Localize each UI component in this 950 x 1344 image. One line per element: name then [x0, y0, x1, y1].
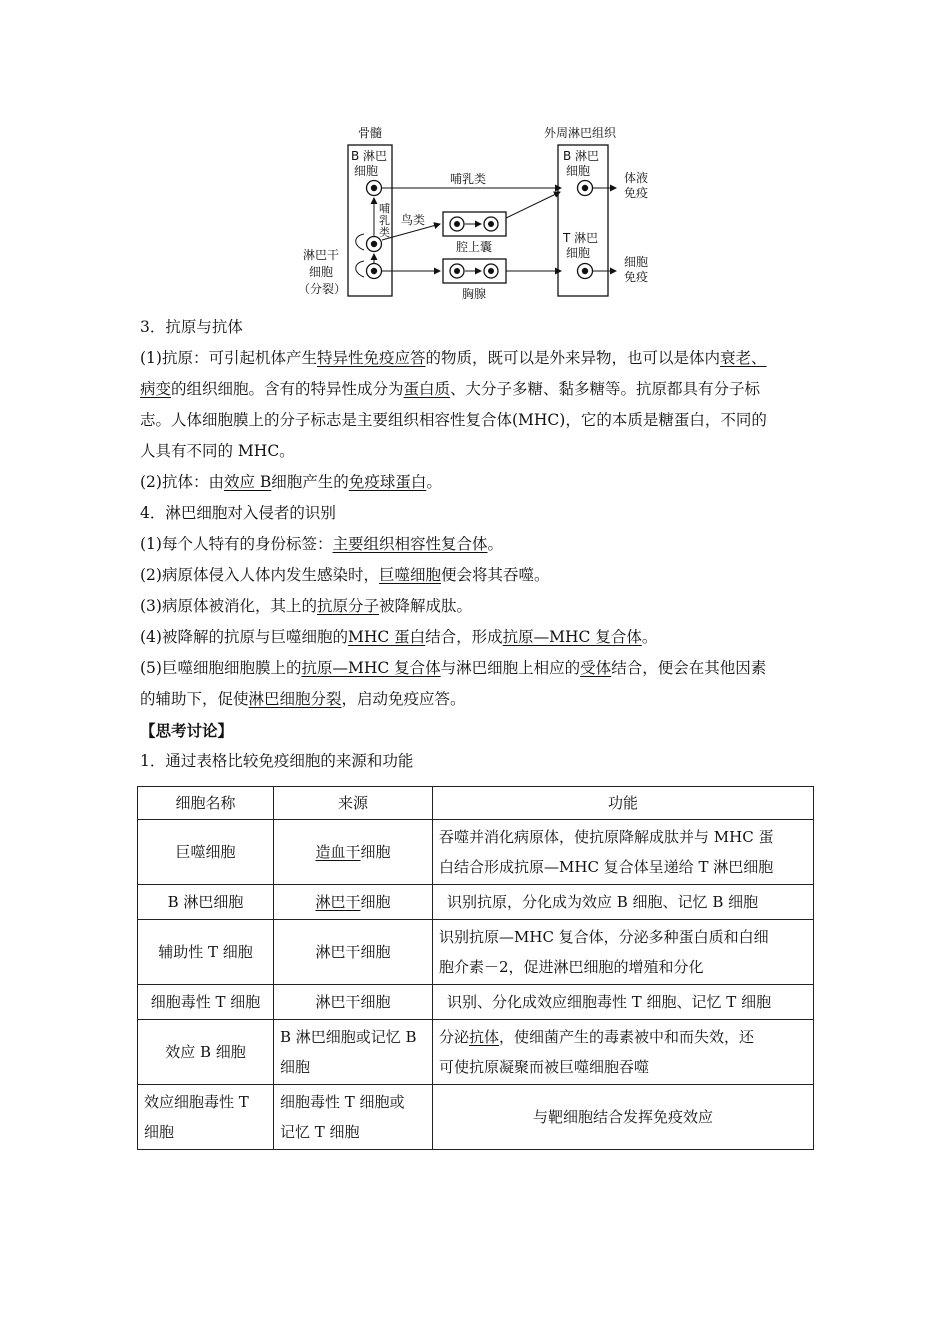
- stem-cell-label-1: 淋巴干: [303, 248, 340, 262]
- recognition-item-1: (1)每个人特有的身份标签：主要组织相容性复合体。: [140, 535, 503, 553]
- periph-t-label-bottom: 细胞: [566, 246, 591, 260]
- antigen-line-4: 人具有不同的 MHC。: [140, 442, 295, 460]
- recognition-item-3: (3)病原体被消化，其上的抗原分子被降解成肽。: [140, 597, 472, 615]
- mammal-vertical-2: 乳: [379, 214, 390, 227]
- section3-title: 3．抗原与抗体: [140, 318, 243, 336]
- b-cell-label-top: B 淋巴: [351, 149, 388, 163]
- cell-bursa-1: [450, 217, 464, 231]
- cell-function: 与靶细胞结合发挥免疫效应: [433, 1085, 814, 1150]
- periph-b-label-top: B 淋巴: [563, 149, 600, 163]
- cell-stem-lower: [367, 264, 382, 279]
- stem-cell-label-3: （分裂）: [298, 282, 347, 296]
- antigen-line-1: (1)抗原：可引起机体产生特异性免疫应答的物质，既可以是外来异物，也可以是体内衰老、: [140, 349, 767, 367]
- table-row: [138, 920, 814, 985]
- recognition-item-4: (4)被降解的抗原与巨噬细胞的MHC 蛋白结合，形成抗原—MHC 复合体。: [140, 628, 658, 646]
- table-header-row: [138, 787, 814, 820]
- header-cell-function: 功能: [433, 787, 814, 820]
- cell-function: 识别抗原，分化成为效应 B 细胞、记忆 B 细胞: [433, 885, 814, 920]
- antigen-line-3: 志。人体细胞膜上的分子标志是主要组织相容性复合体(MHC)，它的本质是糖蛋白，不同的: [140, 411, 767, 429]
- header-cell-name: 细胞名称: [138, 787, 274, 820]
- thymus-label: 胸腺: [462, 287, 487, 301]
- cell-periph-t: [578, 264, 593, 279]
- discussion-heading: 【思考讨论】: [140, 721, 234, 740]
- cell-thymus-1: [450, 264, 464, 278]
- immune-cell-table: [137, 786, 814, 1150]
- cell-source: 淋巴干细胞: [274, 920, 433, 985]
- bone-marrow-label: 骨髓: [358, 126, 383, 140]
- discussion-question-1: 1．通过表格比较免疫细胞的来源和功能: [140, 752, 414, 770]
- cell-source: 细胞毒性 T 细胞或 记忆 T 细胞: [274, 1085, 433, 1150]
- cell-periph-b: [578, 181, 593, 196]
- cell-name: 辅助性 T 细胞: [138, 920, 274, 985]
- cell-source: 造血干细胞: [274, 820, 433, 885]
- cell-thymus-2: [484, 264, 498, 278]
- antigen-line-2: 病变的组织细胞。含有的特异性成分为蛋白质、大分子多糖、黏多糖等。抗原都具有分子标: [140, 380, 761, 398]
- cell-source: 淋巴干细胞: [274, 885, 433, 920]
- mammal-path-label: 哺乳类: [450, 172, 487, 186]
- recognition-item-2: (2)病原体侵入人体内发生感染时，巨噬细胞便会将其吞噬。: [140, 566, 550, 584]
- table-row: [138, 820, 814, 885]
- lymphocyte-origin-diagram: [298, 120, 668, 305]
- cell-source: 淋巴干细胞: [274, 985, 433, 1020]
- humoral-label-1: 体液: [624, 171, 649, 185]
- cell-b-marrow: [367, 181, 382, 196]
- header-cell-source: 来源: [274, 787, 433, 820]
- cell-function: 吞噬并消化病原体，使抗原降解成肽并与 MHC 蛋 白结合形成抗原—MHC 复合体呈递给 T 淋巴细胞: [433, 820, 814, 885]
- cell-function: 识别抗原—MHC 复合体，分泌多种蛋白质和白细 胞介素－2，促进淋巴细胞的增殖和分化: [433, 920, 814, 985]
- cell-function: 识别、分化成效应细胞毒性 T 细胞、记忆 T 细胞: [433, 985, 814, 1020]
- cellular-label-2: 免疫: [624, 270, 649, 284]
- bursa-label: 腔上囊: [456, 240, 493, 254]
- humoral-label-2: 免疫: [624, 186, 649, 200]
- cell-name: 细胞毒性 T 细胞: [138, 985, 274, 1020]
- cell-name: 效应 B 细胞: [138, 1020, 274, 1085]
- recognition-item-5b: 的辅助下，促使淋巴细胞分裂，启动免疫应答。: [140, 690, 466, 708]
- stem-cell-label-2: 细胞: [309, 265, 334, 279]
- cell-name: 效应细胞毒性 T 细胞: [138, 1085, 274, 1150]
- mammal-vertical-1: 哺: [379, 202, 390, 215]
- periph-t-label-top: T 淋巴: [563, 231, 599, 245]
- cell-name: 巨噬细胞: [138, 820, 274, 885]
- recognition-item-5a: (5)巨噬细胞细胞膜上的抗原—MHC 复合体与淋巴细胞上相应的受体结合，便会在其他因素: [140, 659, 767, 677]
- section4-title: 4．淋巴细胞对入侵者的识别: [140, 504, 336, 522]
- b-cell-label-bottom: 细胞: [354, 164, 379, 178]
- cellular-label-1: 细胞: [624, 255, 649, 269]
- antibody-line: (2)抗体：由效应 B细胞产生的免疫球蛋白。: [140, 473, 442, 491]
- cell-bursa-2: [484, 217, 498, 231]
- table-row: [138, 1020, 814, 1085]
- cell-source: B 淋巴细胞或记忆 B 细胞: [274, 1020, 433, 1085]
- table-row: [138, 1085, 814, 1150]
- mammal-vertical-3: 类: [379, 226, 390, 239]
- table-row: [138, 985, 814, 1020]
- peripheral-tissue-label: 外周淋巴组织: [544, 126, 617, 140]
- table-row: [138, 885, 814, 920]
- body-text: [140, 312, 830, 777]
- cell-function: 分泌抗体，使细菌产生的毒素被中和而失效，还 可使抗原凝聚而被巨噬细胞吞噬: [433, 1020, 814, 1085]
- bird-label: 鸟类: [401, 213, 426, 227]
- cell-name: B 淋巴细胞: [138, 885, 274, 920]
- periph-b-label-bottom: 细胞: [566, 164, 591, 178]
